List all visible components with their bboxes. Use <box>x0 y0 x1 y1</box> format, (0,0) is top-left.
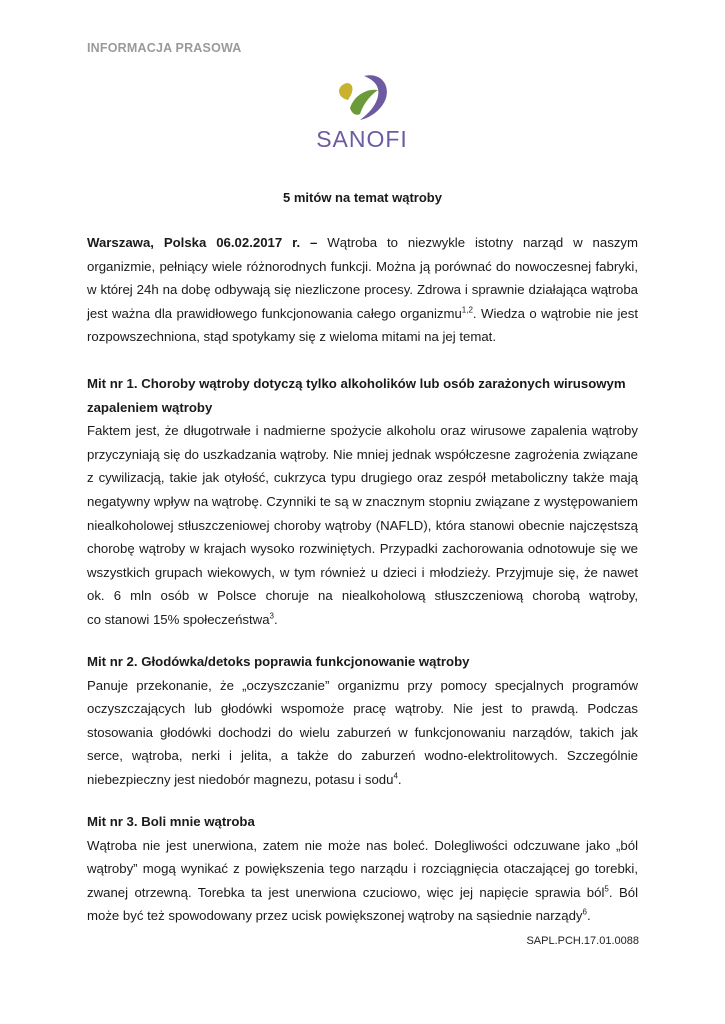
footnote-ref: 1,2 <box>461 305 473 315</box>
header-label: INFORMACJA PRASOWA <box>87 41 242 55</box>
footnote-ref: 6 <box>582 907 587 917</box>
myth-3-line: Wątroba nie jest unerwiona, zatem nie może nas boleć. Dolegliwości odczuwane jako „ból <box>87 837 638 853</box>
myth-1-line: chorobę wątroby w krajach wysoko rozwiniętych. Przypadki zachorowania odnotowuje się we <box>87 541 638 557</box>
myth-2-line: serce, wątroba, nerki i jelita, a także do zaburzeń wodno-elektrolitowych. Szczególnie <box>87 748 638 764</box>
intro-line-1: Warszawa, Polska 06.02.2017 r. – Wątroba to niezwykle istotny narząd w naszym <box>87 235 638 250</box>
myth-2-line: stosowania głodówki dochodzi do wielu zaburzeń w funkcjonowaniu narządów, takich jak <box>87 724 638 740</box>
intro-lead: Warszawa, Polska 06.02.2017 r. – <box>87 235 318 250</box>
myth-1-line: co stanowi 15% społeczeństwa$^3$. <box>87 611 278 627</box>
myth-1-line: przyczyniają się do uszkadzania wątroby. Nie mniej jednak współczesne zagrożenia związane <box>87 446 638 462</box>
myth-1-heading: Mit nr 1. Choroby wątroby dotyczą tylko alkoholików lub osób zarażonych wirusowym <box>87 376 626 391</box>
intro-paragraph <box>87 231 638 349</box>
myth-2-line: Panuje przekonanie, że „oczyszczanie” organizmu przy pomocy specjalnych programów <box>87 677 638 693</box>
sanofi-emblem-icon <box>316 74 408 126</box>
sanofi-logo <box>316 74 408 154</box>
myth-1-line: niealkoholowej stłuszczeniowej choroby wątroby (NAFLD), która stanowi obecnie najczęstszą <box>87 517 638 533</box>
sanofi-wordmark: SANOFI <box>316 126 408 152</box>
intro-line-5: rozpowszechniona, stąd spotykamy się z wieloma mitami na jej temat. <box>87 329 496 345</box>
myth-3-heading: Mit nr 3. Boli mnie wątroba <box>87 814 255 829</box>
myth-2-line: niebezpieczny jest niedobór magnezu, potasu i sodu$^4$. <box>87 771 402 787</box>
footnote-ref: 5 <box>604 884 609 894</box>
myth-3-line: zwanej otrzewną. Torebka ta jest unerwiona czuciowo, więc jej napięcie sprawia ból$^5$. Ból <box>87 884 639 900</box>
myth-3-line: wątroby” mogą wynikać z powiększenia tego narządu i rozciągnięcia otaczającej go torebki, <box>87 861 638 877</box>
myth-1-section <box>87 372 638 632</box>
myth-1-line: Faktem jest, że długotrwałe i nadmierne spożycie alkoholu oraz wirusowe zapalenia wątroby <box>87 423 638 439</box>
myth-2-line: oczyszczających lub głodówki wspomoże pracę wątroby. Nie jest to prawdą. Podczas <box>87 701 638 717</box>
intro-line-2: organizmie, pełniący wiele różnorodnych funkcji. Można ją porównać do nowoczesnej fabryki, <box>87 258 638 274</box>
footnote-ref: 4 <box>393 771 398 781</box>
myth-1-line: ok. 6 mln osób w Polsce choruje na niealkoholową stłuszczeniową chorobą wątroby, <box>87 588 638 604</box>
intro-line-4: jest ważna dla prawidłowego funkcjonowania całego organizmu$^{1,2}$. Wiedza o wątrobie nie jest <box>87 305 639 321</box>
myth-3-line: może być też spowodowany przez ucisk powiększonej wątroby na sąsiednie narządy$^6$. <box>87 907 591 924</box>
myth-2-heading: Mit nr 2. Głodówka/detoks poprawia funkcjonowanie wątroby <box>87 654 470 669</box>
myth-1-line: wszystkich grupach wiekowych, w tym również u dzieci i młodzieży. Przyjmuje się, że nawet <box>87 564 638 580</box>
myth-3-section <box>87 810 638 928</box>
footnote-ref: 3 <box>269 611 274 621</box>
document-title: 5 mitów na temat wątroby <box>283 190 442 205</box>
myth-2-section <box>87 650 638 792</box>
intro-line-3: w której 24h na dobę odbywają się niezliczone procesy. Zdrowa i sprawnie działająca wątroba <box>87 282 638 298</box>
document-code: SAPL.PCH.17.01.0088 <box>526 935 639 947</box>
myth-1-line: negatywny wpływ na wątrobę. Czynniki te są w znacznym stopniu związane z występowaniem <box>87 493 638 509</box>
myth-1-heading-cont: zapaleniem wątroby <box>87 399 213 415</box>
myth-1-line: z cywilizacją, takie jak otyłość, cukrzyca typu drugiego oraz zespół metaboliczny także mają <box>87 470 638 486</box>
